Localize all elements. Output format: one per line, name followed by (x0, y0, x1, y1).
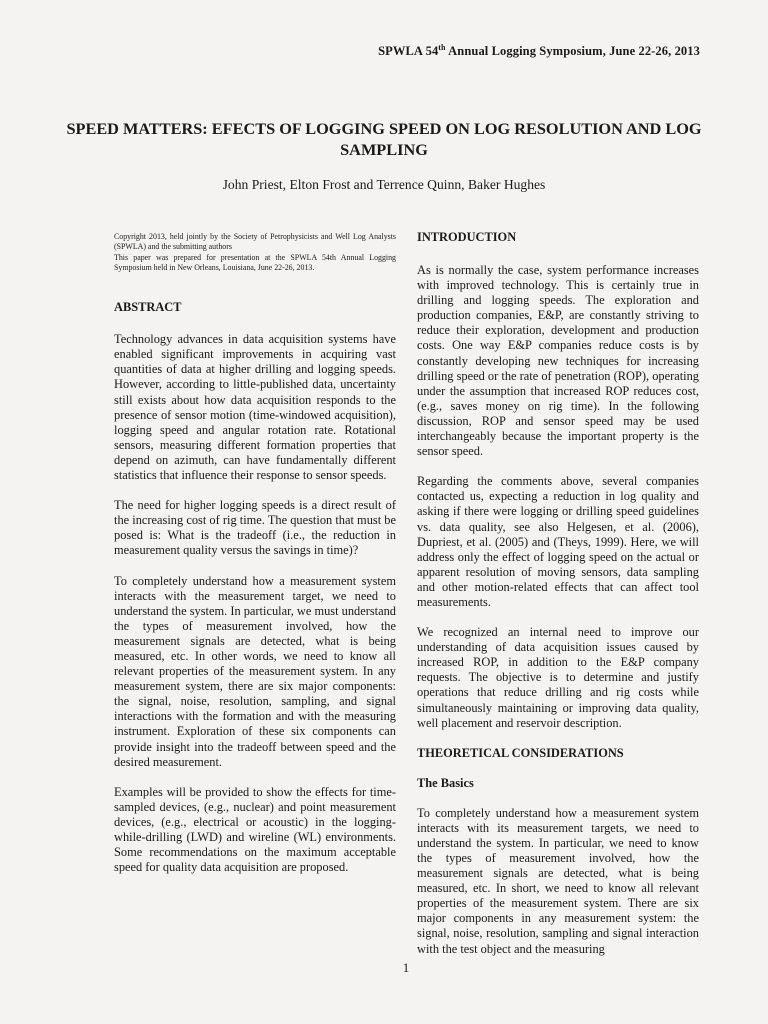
abstract-paragraph-3: To completely understand how a measurement system interacts with the measurement target, we need to understand the system. In particular, we must understand the types of measurement involved, how the measurement signals are detected, what is being measured, etc. In other words, we need to know all relevant properties of the measurement system. In any measurement system, there are six major components: the signal, noise, resolution, sampling, and signal interactions with the formation and with the measuring instrument. Exploration of these six components can provide insight into the tradeoff between speed and the desired measurement. (114, 573, 397, 769)
author-list: John Priest, Elton Frost and Terrence Quinn, Baker Hughes (222, 177, 546, 192)
introduction-heading: INTRODUCTION (417, 230, 517, 244)
abstract-paragraph-2: The need for higher logging speeds is a direct result of the increasing cost of rig time. The question that must be posed is: What is the tradeoff (i.e., the reduction in measurement quality versus the savings in time)? (114, 498, 396, 558)
basics-subheading: The Basics (417, 775, 474, 790)
abstract-paragraph-1: Technology advances in data acquisition systems have enabled significant improvements in acquiring vast quantities of data at higher drilling and logging speeds. However, according to little-published data, uncertainty still exists about how data acquisition responds to the presence of sensor motion (time-windowed acquisition), logging speed and angular rotation rate. Rotational sensors, measuring different formation properties that depend on azimuth, can have fundamentally different statistics that influence their response to sensor speeds. (114, 332, 396, 483)
page-number: 1 (402, 960, 410, 975)
abstract-heading: ABSTRACT (114, 300, 182, 315)
introduction-paragraph-3: We recognized an internal need to improve our understanding of data acquisition issues caused by increased ROP, in addition to the E&P company requests. The objective is to determine and justify operations that reduce drilling and rig costs while simultaneously maintaining or improving data quality, well placement and reservoir description. (417, 625, 699, 730)
theory-heading: THEORETICAL CONSIDERATIONS (417, 745, 624, 760)
presentation-notice: This paper was prepared for presentation at the SPWLA 54th Annual Logging Symposium held in New Orleans, Louisiana, June 22-26, 2013. (114, 252, 396, 272)
copyright-notice: Copyright 2013, held jointly by the Society of Petrophysicists and Well Log Analysts (SPWLA) and the submitting authors (114, 232, 396, 252)
paper-title: SPEED MATTERS: EFECTS OF LOGGING SPEED ON LOG RESOLUTION AND LOG SAMPLING (66, 119, 702, 159)
introduction-paragraph-1: As is normally the case, system performance increases with improved technology. This is certainly true in drilling and logging speeds. The exploration and production companies, E&P, are constantly striving to reduce their exploration, development and production costs. One way E&P companies reduce costs is by constantly developing new techniques for increasing drilling speed or the rate of penetration (ROP), operating under the assumption that increased ROP reduces cost, (e.g., saves money on rig time). In the following discussion, ROP and sensor speed may be used interchangeably because the important property is the sensor speed. (417, 263, 699, 459)
conference-header: SPWLA 54th Annual Logging Symposium, June 22-26, 2013 (378, 42, 700, 58)
right-column (417, 230, 699, 957)
introduction-paragraph-2: Regarding the comments above, several companies contacted us, expecting a reduction in log quality and asking if there were logging or drilling speed guidelines vs. data quality, see also Helgesen, et al. (2006), Dupriest, et al. (2005) and (Theys, 1999). Here, we will address only the effect of logging speed on the actual or apparent resolution of moving sensors, data sampling and other motion-related effects that can affect tool measurements. (417, 474, 699, 609)
left-column (114, 232, 396, 875)
abstract-paragraph-4: Examples will be provided to show the effects for time-sampled devices, (e.g., nuclear) and point measurement devices, (e.g., electrical or acoustic) in the logging-while-drilling (LWD) and wireline (WL) environments. Some recommendations on the maximum acceptable speed for quality data acquisition are proposed. (114, 784, 396, 875)
theory-paragraph-1: To completely understand how a measurement system interacts with its measurement targets, we need to understand the system. In particular, we need to know the types of measurement involved, how the measurement signals are detected, what is being measured, etc. In short, we need to know all relevant properties of the measurement system. There are six major components in any measurement system: the signal, noise, resolution, sampling and signal interaction with the test object and the measuring (417, 805, 699, 956)
